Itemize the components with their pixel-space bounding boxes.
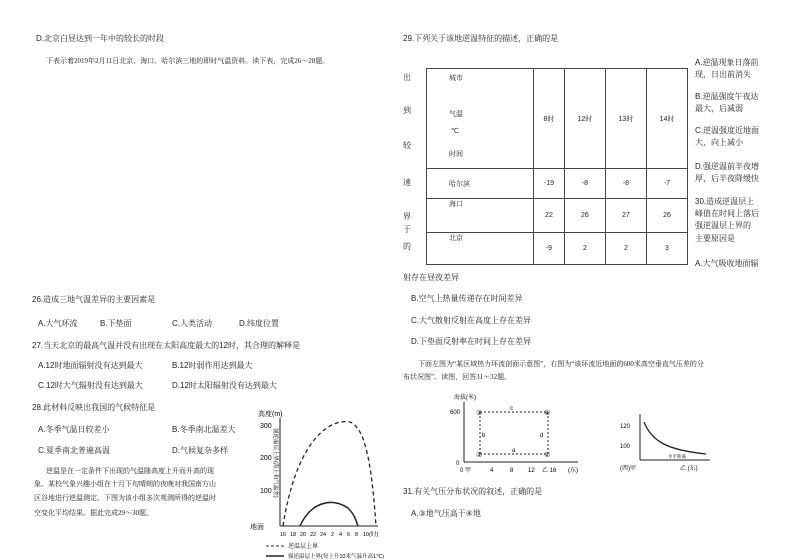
- header-city: 城市: [449, 75, 463, 82]
- g1-xt8: 8: [355, 532, 359, 538]
- header-time: 时间: [449, 151, 463, 158]
- header-12h: 12时: [564, 69, 605, 169]
- g1-xt9: 10(时): [363, 532, 379, 538]
- row-name-harbin: 哈尔滨: [427, 169, 534, 199]
- para-line-3: 区谷地进行逆温测定。下图为该小组多次观测所得的逆温时: [34, 494, 216, 502]
- q30-stem-2: 峰值在时间上落后: [695, 209, 759, 218]
- g1-vlabel: 强逆温层上界(海上和气温差): [272, 428, 278, 498]
- q29-opt-c-2: 大，向上减小: [695, 138, 743, 147]
- table-header-cell: [427, 69, 534, 169]
- para-line-2: 象。某校气象兴趣小组在十月下旬晴朗的夜晚对我国南方山: [34, 480, 216, 488]
- q31-stem: 31.有关气压分布状况的叙述，正确的是: [403, 487, 543, 496]
- q30-opt-d: D.下垫面反射率在时间上存在差异: [411, 337, 531, 346]
- q27-stem: 27.当天北京的最高气温并没有出现在太阳高度最大的12时，其合理的解释是: [32, 341, 301, 350]
- g1-xt6: 4: [339, 532, 343, 538]
- table-cell: -8: [605, 169, 646, 199]
- q26-opt-b: B.下垫面: [100, 319, 132, 328]
- g1-upper-curve: [283, 422, 376, 526]
- para-line-4: 空变化平均结果。据此完成29～30题。: [34, 509, 153, 517]
- row-name-haikou: 海口: [427, 199, 534, 233]
- side-char-1: 出: [403, 73, 411, 82]
- q28-opt-b: B.冬季南北温差大: [172, 425, 236, 434]
- q26-opt-c: C.人类活动: [172, 319, 212, 328]
- q29-opt-b-2: 最大，后减弱: [695, 104, 743, 113]
- q29-opt-b-1: B.逆温强度午夜达: [695, 92, 759, 101]
- q28-opt-a: A.冬季气温日较差小: [38, 425, 110, 434]
- g2-x-8: 8: [510, 468, 514, 474]
- g2-letter-a: a: [512, 448, 516, 454]
- g1-legend2: 强逆温层上界(每上升10米气温升高1℃): [288, 554, 385, 560]
- g2-point-3: ①: [476, 452, 483, 459]
- row-name-beijing: 北京: [427, 233, 534, 265]
- g1-xt0: 16: [280, 532, 287, 538]
- para-line-1: 逆温是在一定条件下出现的气温随高度上升而升高的现: [46, 467, 214, 475]
- q26-opt-a: A.大气环流: [38, 319, 78, 328]
- table-cell: 22: [534, 199, 565, 233]
- q28-opt-c: C.夏季南北普遍高温: [38, 446, 110, 455]
- g1-xt2: 20: [300, 532, 307, 538]
- q26-stem: 26.造成三地气温差异的主要因素是: [32, 295, 156, 304]
- g1-ytick-300: 300: [260, 423, 272, 430]
- g1-strong-curve: [300, 502, 358, 526]
- table-cell: 26: [564, 199, 605, 233]
- g3-curve: [644, 422, 706, 454]
- q29-stem: 29.下列关于该地逆温特征的描述，正确的是: [403, 34, 559, 43]
- g2-ylabel: 海拔(米): [454, 395, 476, 401]
- table-cell: 26: [646, 199, 687, 233]
- g2-point-4: ②: [544, 452, 551, 459]
- g2-x-12: 12: [528, 468, 535, 474]
- g1-xt4: 24: [320, 532, 327, 538]
- table-cell: 2: [564, 233, 605, 265]
- q29-opt-d-1: D.强逆温前半夜增: [695, 162, 759, 171]
- inversion-graph: [250, 408, 395, 560]
- temperature-table: [426, 68, 688, 265]
- g1-legend1: 逆温层上界: [288, 544, 319, 550]
- g2-point-2: ④: [544, 410, 551, 417]
- intro-text: 下表示着2019年2月11日北京、海口、哈尔滨三地的即时气温资料。读下表，完成26～28题。: [46, 57, 330, 65]
- q30-stem-4: 主要原因是: [695, 234, 735, 243]
- g2-x-east: (东): [568, 468, 578, 474]
- g1-xt1: 18: [290, 532, 297, 538]
- header-13h: 13时: [605, 69, 646, 169]
- g2-x-4: 4: [490, 468, 494, 474]
- table-cell: -8: [564, 169, 605, 199]
- side-char-6: 于: [403, 225, 411, 234]
- g3-x-west: (西)甲: [620, 466, 636, 472]
- q26-opt-d: D.纬度位置: [239, 319, 279, 328]
- g2-x-0: 0 甲: [460, 468, 472, 474]
- q30-opt-a-cont: 射存在昼夜差异: [403, 273, 459, 282]
- q30-stem-1: 30.造成逆温层上: [695, 197, 755, 206]
- header-8h: 8时: [534, 69, 565, 169]
- q30-stem-3: 强逆温层上界的: [695, 221, 751, 230]
- g1-xt7: 6: [347, 532, 351, 538]
- table-cell: -19: [534, 169, 565, 199]
- circulation-graph: [430, 392, 590, 474]
- g3-x-east: 乙 (东): [680, 466, 698, 472]
- header-14h: 14时: [646, 69, 687, 169]
- g2-x-16: 乙 16: [542, 468, 557, 474]
- g2-letter-d: d: [540, 433, 544, 439]
- table-cell: -7: [646, 169, 687, 199]
- pressure-graph: [618, 410, 718, 476]
- g1-ytick-100: 100: [260, 488, 272, 495]
- table-cell: 2: [605, 233, 646, 265]
- g2-point-1: ③: [476, 410, 483, 417]
- q30-opt-c: C.大气散射反射在高度上存在差异: [411, 316, 531, 325]
- q30-opt-a: A.大气吸收地面辐: [695, 259, 759, 268]
- q27-opt-c: C.12时大气辐射没有达到最大: [38, 381, 143, 390]
- g3-y100: 100: [620, 444, 631, 450]
- intro2-line-1: 下面左图为“某区域热力环流剖面示意图”，右图为“该环流近地面的600米高空垂直气压差的分: [418, 360, 704, 368]
- intro2-line-2: 布状况图”。读图，回答31～32题。: [403, 373, 512, 381]
- q29-opt-a-2: 现，日出前消失: [695, 70, 751, 79]
- g1-ylabel: 高度(m): [258, 411, 283, 418]
- side-char-5: 界: [403, 212, 411, 221]
- g1-xt5: 2: [331, 532, 335, 538]
- side-char-2: 到: [403, 106, 411, 115]
- q29-opt-a-1: A.逆温现象日落前: [695, 58, 759, 67]
- q27-opt-a: A.12时地面辐射没有达到最大: [38, 361, 143, 370]
- g3-note: 水平距离: [668, 454, 686, 459]
- g2-letter-c: c: [510, 406, 513, 412]
- option-d-line: D.北京白昼达到一年中的较长的时段: [36, 34, 164, 43]
- g2-letter-b: b: [482, 433, 486, 439]
- side-char-3: 较: [403, 141, 411, 150]
- q31-opt-a: A.③地气压高于④地: [411, 509, 481, 518]
- header-unit: ℃: [451, 128, 459, 135]
- g2-y0: 0: [456, 461, 460, 467]
- table-cell: 27: [605, 199, 646, 233]
- q27-opt-d: D.12时太阳辐射没有达到最大: [172, 381, 277, 390]
- g1-ytick-ground: 地面: [250, 524, 264, 531]
- g1-xt3: 22: [310, 532, 317, 538]
- table-cell: 3: [646, 233, 687, 265]
- header-temp: 气温: [449, 111, 463, 118]
- g3-y120: 120: [620, 424, 631, 430]
- table-cell: -9: [534, 233, 565, 265]
- q29-opt-d-2: 厚，后半夜降缓快: [695, 174, 759, 183]
- q27-opt-b: B.12时弱作用达到最大: [172, 361, 253, 370]
- q29-opt-c-1: C.逆温强度近地面: [695, 126, 759, 135]
- side-char-7: 的: [403, 242, 411, 251]
- q28-opt-d: D.气候复杂多样: [172, 446, 228, 455]
- g1-ytick-200: 200: [260, 455, 272, 462]
- q30-opt-b: B.空气上热量传递存在时间差异: [411, 294, 523, 303]
- side-char-4: 速: [403, 178, 411, 187]
- q28-stem: 28.此材料反映出我国的气候特征是: [32, 403, 156, 412]
- g2-y600: 600: [450, 410, 461, 416]
